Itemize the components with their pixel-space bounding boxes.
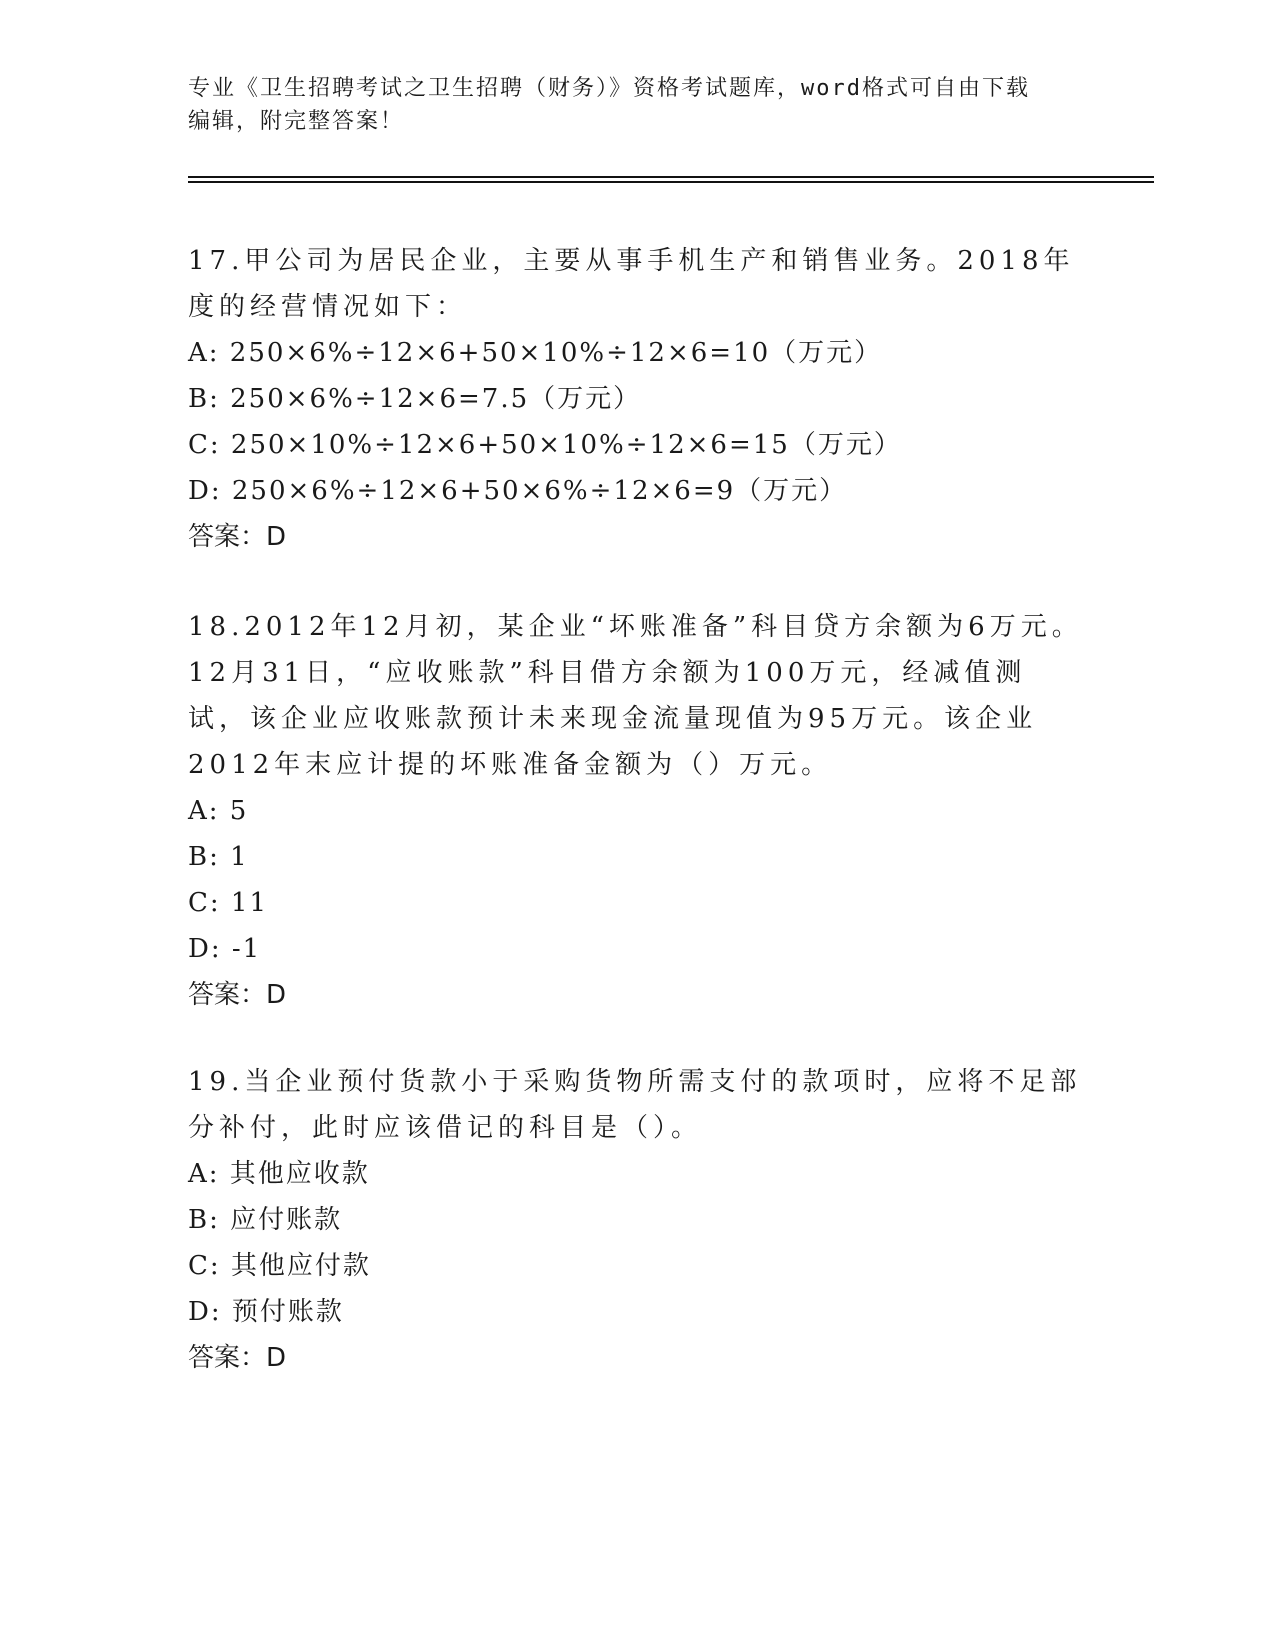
option-b: B: 1 [188,842,249,872]
header-divider-bottom [188,181,1154,183]
question-19 [188,1059,1088,1381]
option-d: D: 250×6%÷12×6+50×6%÷12×6=9（万元） [188,476,848,506]
option-d: D: 预付账款 [188,1297,344,1327]
question-stem: 17.甲公司为居民企业，主要从事手机生产和销售业务。2018年度的经营情况如下： [188,246,1075,322]
answer-line: 答案：D [188,522,287,552]
option-a: A: 其他应收款 [188,1159,370,1189]
option-c: C: 其他应付款 [188,1251,371,1281]
option-a: A: 5 [188,796,249,826]
option-d: D: -1 [188,934,262,964]
option-b: B: 250×6%÷12×6=7.5（万元） [188,384,642,414]
header-line-2: 编辑，附完整答案！ [188,109,405,134]
header-line-1: 专业《卫生招聘考试之卫生招聘（财务）》资格考试题库，word格式可自由下载 [188,76,1030,101]
question-stem: 19.当企业预付货款小于采购货物所需支付的款项时，应将不足部分补付，此时应该借记的科目是（）。 [188,1067,1082,1143]
question-18 [188,604,1088,1018]
option-a: A: 250×6%÷12×6+50×10%÷12×6=10（万元） [188,338,883,368]
document-header [188,72,1068,138]
option-b: B: 应付账款 [188,1205,343,1235]
question-stem: 18.2012年12月初，某企业“坏账准备”科目贷方余额为6万元。12月31日，“应收账款”科目借方余额为100万元，经减值测试，该企业应收账款预计未来现金流量现值为95万元。该企业2012年末应计提的坏账准备金额为（）万元。 [188,612,1083,780]
question-17 [188,238,1088,560]
answer-line: 答案：D [188,1343,287,1373]
option-c: C: 11 [188,888,269,918]
answer-line: 答案：D [188,980,287,1010]
option-c: C: 250×10%÷12×6+50×10%÷12×6=15（万元） [188,430,902,460]
header-divider-top [188,176,1154,178]
